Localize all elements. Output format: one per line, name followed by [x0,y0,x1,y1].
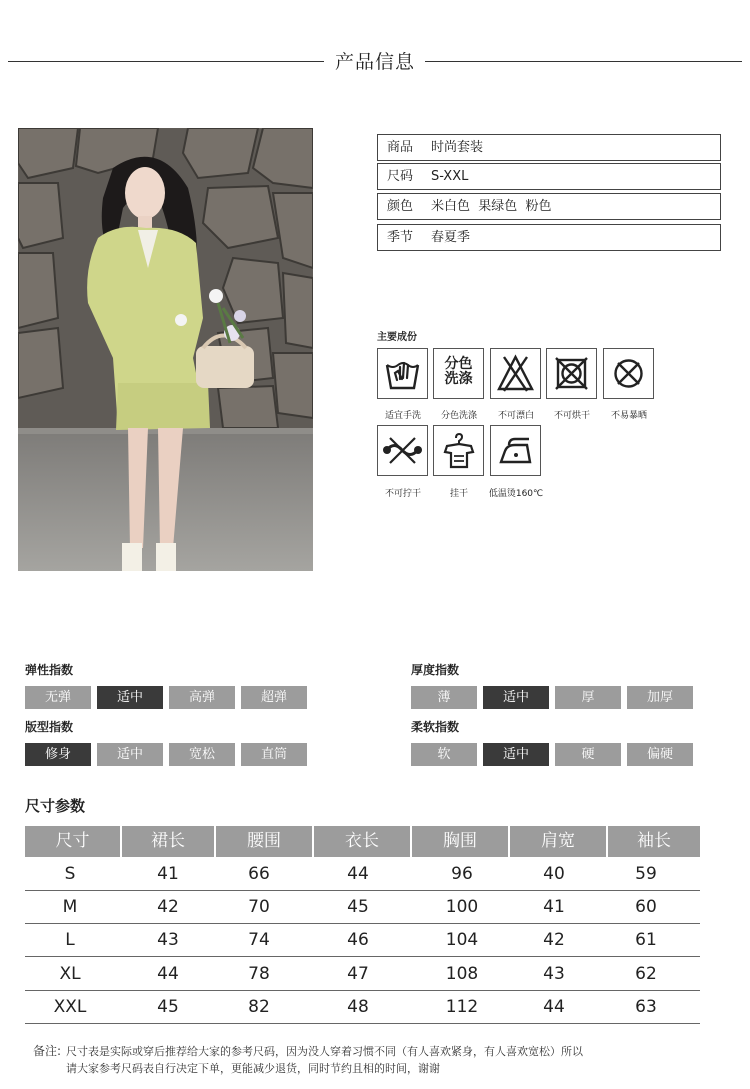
care-label: 不易暴晒 [610,411,647,421]
no-bleach-icon [490,348,541,399]
info-key: 尺码 [387,169,414,184]
info-row-size [377,163,721,190]
size-table-cell: 78 [248,964,270,984]
size-table-cell: L [65,930,75,950]
softness-option: 偏硬 [627,743,693,766]
size-table-header: 胸围 [412,826,508,857]
info-value: 米白色 果绿色 粉色 [431,199,552,214]
thickness-option: 加厚 [627,686,693,709]
size-table-cell: S [64,864,76,884]
care-label: 适宜手洗 [384,411,421,421]
thickness-option: 薄 [411,686,477,709]
note-label: 备注: [33,1044,62,1058]
separate-wash-icon [433,348,484,399]
size-table-cell: 41 [543,897,565,917]
size-table-cell: 44 [543,997,565,1017]
size-table-cell: 59 [635,864,657,884]
size-table-cell: M [62,897,78,917]
size-table-header: 肩宽 [510,826,606,857]
size-table-cell: 41 [157,864,179,884]
care-title: 主要成份 [377,332,417,343]
care-label: 不可拧干 [384,489,421,499]
size-table-cell: 96 [451,864,473,884]
care-label: 低温烫160℃ [488,489,544,499]
fit-option-selected: 修身 [25,743,91,766]
size-table-cell: 82 [248,997,270,1017]
product-photo [18,128,313,571]
elasticity-index-title: 弹性指数 [25,663,74,677]
softness-index-title: 柔软指数 [411,720,460,734]
size-table-title: 尺寸参数 [25,797,86,815]
elasticity-option: 高弹 [169,686,235,709]
low-iron-icon [490,425,541,476]
thickness-option-selected: 适中 [483,686,549,709]
softness-option: 软 [411,743,477,766]
size-table-cell: 108 [445,964,479,984]
size-table-cell: 62 [635,964,657,984]
hang-dry-icon [433,425,484,476]
size-table-cell: 44 [347,864,369,884]
note-line-1: 尺寸表是实际或穿后推荐给大家的参考尺码，因为没人穿着习惯不同（有人喜欢紧身，有人喜欢宽松）所以 [66,1045,583,1058]
info-row-season [377,224,721,251]
care-label: 挂干 [449,489,468,499]
size-table-cell: 45 [347,897,369,917]
fit-option: 宽松 [169,743,235,766]
care-label: 不可烘干 [553,411,590,421]
size-table-header: 腰围 [216,826,312,857]
size-table-cell: 42 [157,897,179,917]
separate-wash-icon-text: 分色 [444,356,473,372]
size-table-cell: 100 [445,897,479,917]
thickness-index-title: 厚度指数 [411,663,460,677]
elasticity-option-selected: 适中 [97,686,163,709]
size-table-cell: 45 [157,997,179,1017]
size-table-cell: 44 [157,964,179,984]
info-row-color [377,193,721,220]
size-table-cell: 63 [635,997,657,1017]
care-label: 分色洗涤 [440,411,477,421]
info-value: 时尚套装 [431,140,484,155]
thickness-option: 厚 [555,686,621,709]
softness-option-selected: 适中 [483,743,549,766]
size-table-header: 裙长 [122,826,214,857]
info-value: S-XXL [431,169,469,184]
hand-wash-icon [377,348,428,399]
no-sun-dry-icon [603,348,654,399]
info-key: 商品 [387,140,414,155]
size-table-header: 袖长 [608,826,700,857]
no-wring-icon [377,425,428,476]
info-key: 颜色 [387,199,414,214]
softness-option: 硬 [555,743,621,766]
info-row-product [377,134,721,161]
size-table-cell: 47 [347,964,369,984]
product-photo-illustration [18,128,313,571]
fit-index-title: 版型指数 [25,720,74,734]
size-table-row-divider [25,956,700,957]
separate-wash-icon-text: 洗涤 [444,371,473,387]
elasticity-option: 无弹 [25,686,91,709]
size-table-header: 尺寸 [25,826,120,857]
size-table-cell: 43 [157,930,179,950]
size-table-cell: 70 [248,897,270,917]
care-label: 不可漂白 [497,411,534,421]
info-value: 春夏季 [431,230,471,245]
elasticity-option: 超弹 [241,686,307,709]
fit-option: 直筒 [241,743,307,766]
size-table-cell: XXL [53,997,87,1017]
size-table-cell: 66 [248,864,270,884]
info-key: 季节 [387,230,414,245]
size-table-cell: XL [59,964,81,984]
size-table-row-divider [25,1023,700,1024]
note-line-2: 请大家参考尺码表自行决定下单，更能减少退货，同时节约且相的时间，谢谢 [66,1062,440,1075]
size-table-cell: 43 [543,964,565,984]
size-table-cell: 61 [635,930,657,950]
size-table-header: 衣长 [314,826,410,857]
page-title: 产品信息 [334,51,415,73]
size-table-cell: 48 [347,997,369,1017]
size-table-cell: 60 [635,897,657,917]
size-table-cell: 40 [543,864,565,884]
size-table-cell: 74 [248,930,270,950]
size-table-cell: 46 [347,930,369,950]
size-table-cell: 104 [445,930,479,950]
size-table-cell: 112 [445,997,479,1017]
size-table-cell: 42 [543,930,565,950]
no-tumble-dry-icon [546,348,597,399]
fit-option: 适中 [97,743,163,766]
